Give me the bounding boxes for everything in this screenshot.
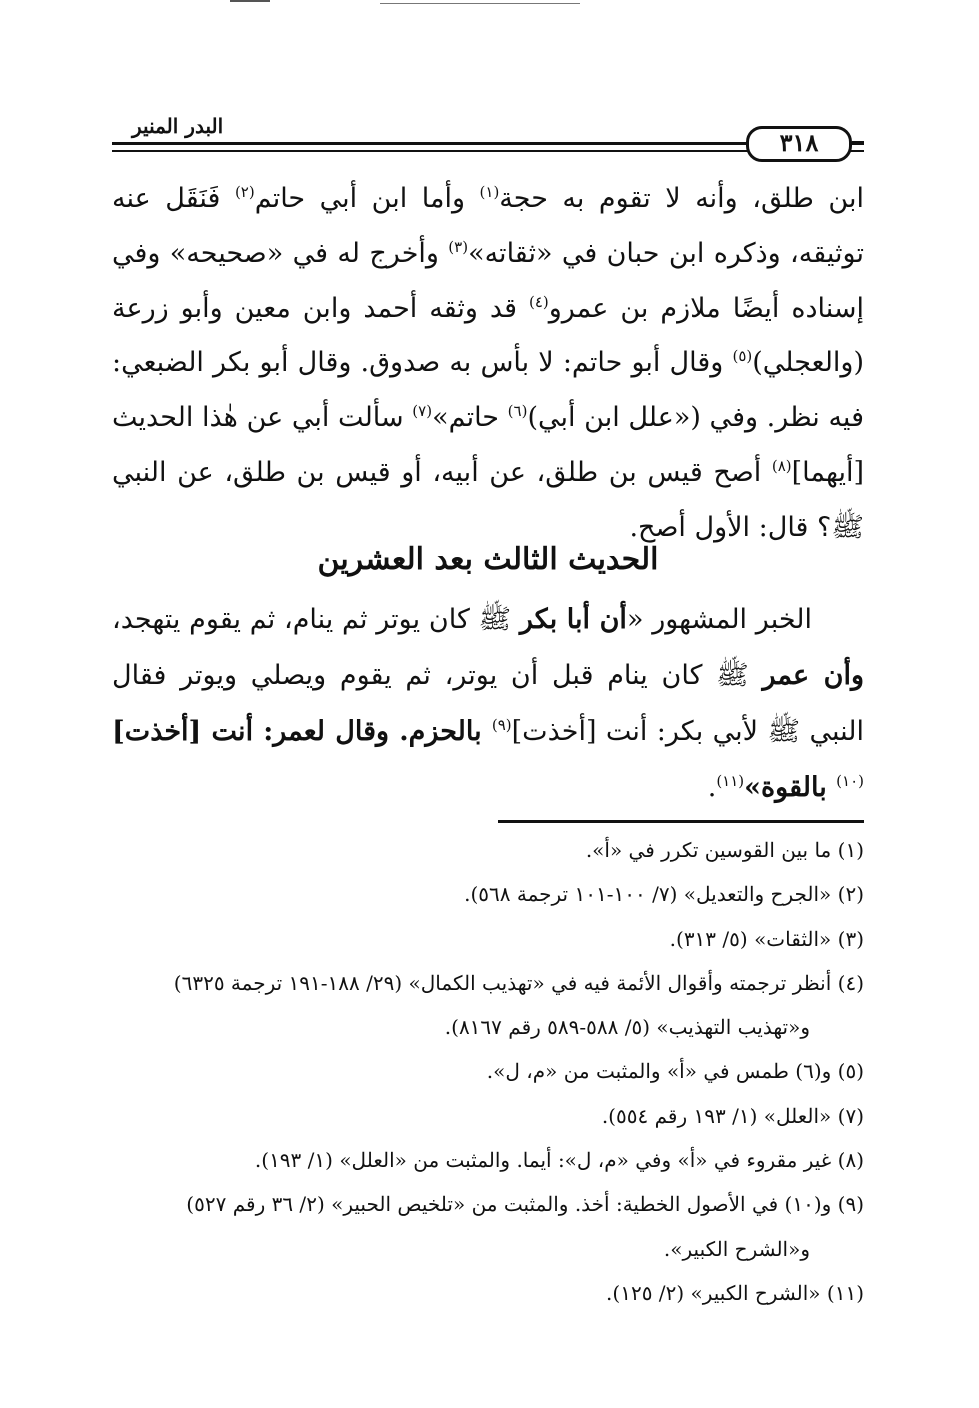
text-run: الخبر المشهور « <box>626 604 813 635</box>
footnote: (١١) «الشرح الكبير» (٢/ ١٢٥). <box>606 1280 864 1305</box>
scan-mark <box>230 0 270 2</box>
footnote-ref: (٤) <box>528 292 549 311</box>
text-run: حاتم» <box>432 402 508 434</box>
text-run: ﷺ كان يوتر ثم ينام، ثم يقوم يتهجد، <box>112 604 520 635</box>
text-run: وقال أبو حاتم: لا بأس به صدوق. وقال أبو بكر الضبعي: فيه نظر. وفي («علل ابن أبي) <box>112 347 864 434</box>
text-run: ﷺ كان ينام قبل أن يوتر، ثم يقوم ويصلي ويوتر فقال النبي ﷺ لأبي بكر: أنت [أخذت] <box>112 660 864 747</box>
text-run: . <box>707 772 717 803</box>
footnote-ref: (٥) <box>732 347 753 366</box>
footnote-ref: (٩) <box>491 716 512 734</box>
footnote: (٨) غير مقروء في «أ» وفي «م، ل»: أيما. والمثبت من «العلل» (١/ ١٩٣). <box>254 1148 864 1173</box>
footnote-separator <box>498 820 864 823</box>
text-run: قد وثقه أحمد وابن معين وأبو زرعة (والعجلي) <box>112 292 864 379</box>
scan-mark <box>380 3 580 4</box>
footnote-ref: (٨) <box>771 456 792 475</box>
footnote-ref: (٧) <box>412 402 433 421</box>
footnote: (٥) و(٦) طمس في «أ» والمثبت من «م، ل». <box>486 1059 864 1084</box>
footnote-continuation: و«تهذيب التهذيب» (٥/ ٥٨٨-٥٨٩ رقم ٨١٦٧). <box>444 1015 810 1040</box>
bold-run: بالقوة» <box>744 772 837 803</box>
header-rule-tick <box>852 141 864 144</box>
bold-run: وأن عمر <box>762 660 865 691</box>
footnote: (٧) «العلل» (١/ ١٩٣ رقم ٥٥٤). <box>601 1103 864 1128</box>
footnote-continuation: و«الشرح الكبير». <box>663 1236 810 1261</box>
footnote-ref: (١) <box>479 183 500 201</box>
text-run: ابن طلق، وأنه لا تقوم به حجة <box>499 183 864 214</box>
footnote-ref: (٦) <box>507 402 528 421</box>
text-run: سألت أبي عن هٰذا الحديث [أيهما] <box>112 402 864 488</box>
paragraph <box>112 592 864 816</box>
footnotes <box>112 828 864 1315</box>
bold-run: بالحزم. وقال لعمر: أنت [أخذت] <box>112 716 492 747</box>
page-header <box>112 112 864 160</box>
text-run: فَنَقَل عنه توثيقه، وذكره ابن حبان في «ثقاته» <box>112 183 864 269</box>
running-title: البدر المنير <box>126 112 229 140</box>
bold-run: أن أبا بكر <box>519 604 627 635</box>
page-number: ٣١٨ <box>746 126 852 162</box>
body-text <box>112 172 864 556</box>
section-heading: الحديث الثالث بعد العشرين <box>317 542 659 577</box>
footnote-ref: (١٠) <box>836 772 864 790</box>
footnote: (٤) أنظر ترجمته وأقوال الأئمة فيه في «تهذيب الكمال» (٢٩/ ١٨٨-١٩١ ترجمة ٦٣٢٥) <box>173 970 864 995</box>
text-run: وأما ابن أبي حاتم <box>254 183 480 214</box>
paragraph <box>112 172 864 556</box>
footnote-ref: (١١) <box>716 772 745 790</box>
footnote: (٩) و(١٠) في الأصول الخطية: أخذ. والمثبت من «تلخيص الحبير» (٢/ ٣٦ رقم ٥٢٧) <box>186 1192 864 1217</box>
text-run: وأخرج له في «صحيحه» وفي إسناده أيضًا ملازم بن عمرو <box>112 237 864 324</box>
hadith-text <box>112 592 864 816</box>
footnote-ref: (٣) <box>448 237 469 256</box>
footnote-ref: (٢) <box>234 183 255 201</box>
footnote: (١) ما بين القوسين تكرر في «أ». <box>585 838 864 862</box>
text-run: أصح قيس بن طلق، عن أبيه، أو قيس بن طلق، عن النبي ﷺ؟ قال: الأول أصح. <box>112 456 864 543</box>
footnote: (٣) «الثقات» (٥/ ٣١٣). <box>669 926 864 951</box>
footnote: (٢) «الجرح والتعديل» (٧/ ١٠٠-١٠١ ترجمة ٥٦٨). <box>464 882 864 907</box>
